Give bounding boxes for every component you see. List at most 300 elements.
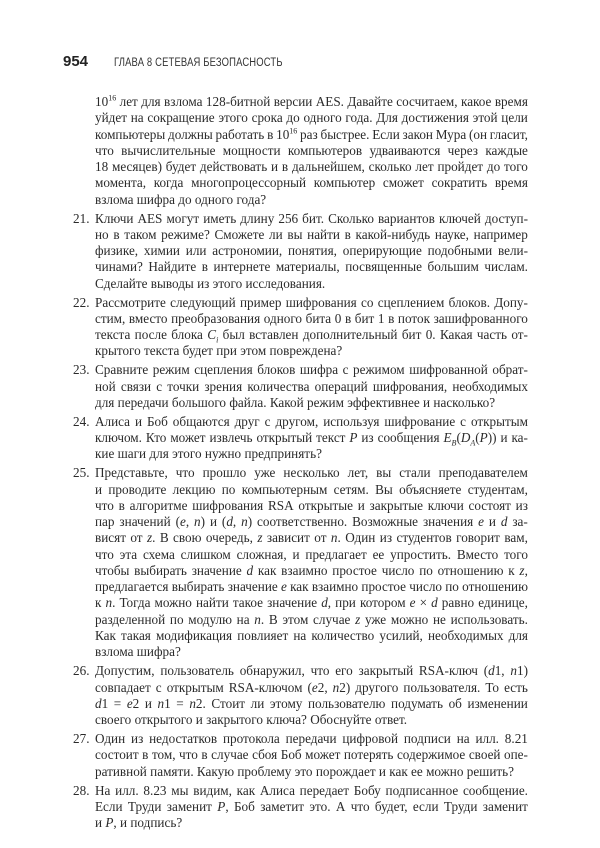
word: пример — [239, 294, 282, 310]
word: большого — [171, 394, 230, 410]
word: 128-битной — [205, 94, 271, 109]
word: от — [314, 530, 327, 546]
word: передачи — [117, 394, 172, 410]
word: RSA — [268, 497, 294, 513]
word: ключи — [427, 497, 464, 513]
word: это. — [309, 798, 331, 814]
text-line — [95, 783, 528, 799]
word: Труди — [443, 798, 478, 814]
exercise-number: 23. — [73, 362, 90, 378]
word: обнаружил, — [239, 663, 305, 679]
word: таком — [124, 226, 157, 242]
word: подпись? — [130, 815, 183, 831]
word: взлома — [95, 644, 137, 660]
word: используя — [323, 413, 380, 429]
word: об — [448, 695, 462, 711]
word: к — [95, 595, 102, 611]
word: через — [447, 142, 478, 158]
word: $C_i$ — [207, 327, 219, 345]
exercise-number: 27. — [73, 731, 90, 747]
word: режим — [152, 362, 190, 378]
word: чинами? — [95, 259, 143, 275]
word: эффективнее — [347, 394, 424, 410]
word: исследования. — [245, 275, 326, 291]
word: пользователю — [308, 695, 386, 711]
text-line — [95, 227, 528, 243]
word: до — [486, 159, 501, 174]
word: сетям. — [333, 481, 369, 497]
word: илл. — [115, 782, 139, 798]
word: в — [388, 310, 395, 326]
word: компьютерным — [241, 481, 328, 497]
word: Ключи — [95, 210, 134, 226]
word: повлияет — [237, 627, 289, 643]
word: d1 — [95, 695, 109, 711]
text-line — [95, 276, 528, 292]
word: какой-нибудь — [355, 226, 431, 242]
word: Вы — [375, 481, 393, 497]
word: сцепления — [194, 362, 253, 378]
exercise-item — [73, 414, 528, 463]
word: преподавателем — [438, 465, 528, 481]
word: мы — [171, 782, 189, 798]
text-line — [95, 612, 528, 628]
word: использовать. — [450, 611, 528, 627]
word: Давайте — [347, 94, 393, 109]
word: порождает — [315, 763, 379, 779]
word: Какой — [269, 394, 307, 410]
word: его — [335, 663, 353, 679]
word: заменит — [166, 798, 212, 814]
word: на — [130, 110, 144, 126]
word: может — [170, 430, 206, 446]
word: пользователя. — [403, 679, 481, 695]
word: зависит — [266, 530, 310, 546]
word: Мура — [435, 126, 467, 142]
word: в — [142, 747, 149, 763]
word: срока — [251, 110, 283, 126]
word: × — [419, 595, 428, 611]
word: состоят — [468, 497, 511, 513]
word: n2. — [189, 695, 206, 711]
word: в — [267, 126, 274, 142]
word: количества — [247, 378, 310, 394]
word: часть — [476, 327, 508, 343]
word: случае — [313, 611, 351, 627]
word: шифра — [299, 362, 339, 378]
word: как — [257, 562, 277, 578]
word: ли — [250, 695, 265, 711]
word: с — [264, 413, 271, 429]
word: эта — [119, 546, 138, 562]
text-line — [95, 680, 528, 696]
word: выбирать — [134, 562, 187, 578]
word: быстрее. — [320, 126, 370, 142]
text-line — [95, 395, 528, 411]
word: 8.21 — [504, 731, 528, 747]
word: и — [144, 695, 152, 711]
word: можно — [426, 763, 467, 779]
text-line — [95, 311, 528, 327]
word: шифра — [136, 191, 179, 207]
word: должны — [168, 126, 213, 142]
word: открытый — [256, 430, 313, 446]
text-line — [95, 94, 528, 110]
word: можно — [154, 595, 192, 611]
word: z — [355, 611, 361, 627]
exercise-number: 24. — [73, 413, 90, 429]
word: выводы — [150, 275, 198, 291]
word: необходимых — [427, 627, 504, 643]
word: e — [280, 579, 287, 595]
word: сообщение. — [462, 782, 528, 798]
word: какое — [461, 94, 492, 109]
word: d — [431, 595, 438, 611]
word: z — [257, 530, 263, 546]
word: можно — [390, 611, 429, 627]
word: вычислительные — [121, 142, 216, 158]
word: в — [201, 259, 208, 275]
word: e2 — [126, 695, 140, 711]
word: решить? — [466, 763, 515, 779]
word: того — [504, 546, 528, 562]
word: этому — [269, 695, 303, 711]
word: цели — [501, 110, 528, 126]
word: А — [335, 798, 346, 814]
word: могут — [166, 210, 200, 226]
text-line — [95, 563, 528, 579]
word: В — [268, 611, 278, 627]
running-header — [63, 53, 320, 70]
word: этого — [172, 446, 205, 462]
word: в — [113, 226, 120, 242]
text-line — [95, 498, 528, 514]
exercise-number: 26. — [73, 663, 90, 679]
text-line — [95, 731, 528, 747]
text-line — [95, 446, 528, 462]
word: очередь, — [205, 530, 253, 546]
word: зрения — [204, 378, 243, 394]
chapter-title: ГЛАВА 8 СЕТЕВАЯ БЕЗОПАСНОСТЬ — [114, 57, 283, 69]
word: вы — [376, 465, 392, 481]
word: мощности — [222, 142, 281, 158]
word: значение — [267, 595, 318, 611]
word: Алиса — [259, 782, 295, 798]
word: значение — [227, 579, 278, 595]
word: = — [176, 695, 184, 711]
word: Сделайте — [95, 275, 151, 291]
word: астрономии, — [212, 243, 283, 259]
text-line — [95, 530, 528, 546]
word: ее — [372, 546, 385, 562]
text-line — [95, 175, 528, 191]
word: при — [335, 595, 356, 611]
word: значения — [422, 514, 474, 530]
word: раз — [300, 126, 318, 142]
word: отношению — [437, 562, 504, 578]
text-line — [95, 663, 528, 679]
word: передает — [299, 782, 350, 798]
word: сбоя — [252, 747, 278, 763]
word: гласит, — [489, 126, 528, 142]
word: уйдет — [95, 110, 127, 126]
word: z. — [146, 530, 156, 546]
word: Найдите — [148, 259, 197, 275]
word: ее — [411, 763, 427, 779]
word: разделенной — [95, 611, 166, 627]
word: с — [342, 362, 349, 378]
word: и — [292, 546, 300, 562]
word: Обоснуйте — [310, 712, 375, 728]
word: и — [357, 497, 365, 513]
word: после — [134, 327, 167, 343]
word: открытого — [134, 712, 196, 728]
word: Один — [95, 731, 126, 747]
word: подобными — [427, 243, 493, 259]
word: вставлен — [249, 327, 299, 343]
word: как — [389, 763, 412, 779]
word: бит — [401, 327, 422, 343]
word: зашифрованного — [433, 310, 528, 326]
text-line — [95, 430, 528, 446]
word: что — [95, 546, 114, 562]
word: компьютеров — [287, 142, 363, 158]
word: вариантов — [378, 210, 435, 226]
word: ка- — [511, 430, 528, 446]
word: 8.23 — [143, 782, 167, 798]
word: Рассмотрите — [95, 294, 166, 310]
word: режиме? — [161, 226, 210, 242]
word: Какую — [196, 763, 238, 779]
word: интернете — [213, 259, 271, 275]
word: n. — [105, 595, 116, 611]
word: из — [379, 530, 393, 546]
word: из — [197, 275, 213, 291]
word: этом — [282, 611, 309, 627]
word: со — [361, 294, 374, 310]
word: студентов — [396, 530, 452, 546]
word: стали — [399, 465, 431, 481]
word: ответ. — [374, 712, 408, 728]
word: объясняете — [399, 481, 462, 497]
word: по — [445, 579, 459, 595]
word: n) — [194, 514, 206, 530]
word: будет — [182, 343, 217, 359]
word: повреждена? — [269, 343, 343, 359]
word: RSA-ключ — [418, 663, 478, 679]
word: проблему — [237, 763, 295, 779]
word: что — [175, 465, 195, 481]
word: Допу- — [494, 294, 528, 310]
word: и — [134, 413, 143, 429]
word: оперирующие — [342, 243, 422, 259]
word: и — [195, 712, 207, 728]
word: лет, — [347, 465, 369, 481]
word: уже — [364, 611, 387, 627]
word: такое — [232, 595, 263, 611]
word: режим — [306, 394, 348, 410]
word: Представьте, — [95, 465, 168, 481]
word: Кто — [145, 430, 167, 446]
text-line — [95, 362, 528, 378]
word: до — [286, 110, 300, 126]
word: длину — [240, 210, 275, 226]
word: как — [236, 782, 256, 798]
word: Боб — [233, 798, 255, 814]
word: 1 — [377, 310, 385, 326]
word: упростить. — [390, 546, 452, 562]
word: d, — [321, 595, 332, 611]
word: по — [169, 611, 184, 627]
word: Сколько — [328, 210, 374, 226]
word: алгоритме — [129, 497, 188, 513]
word: значение — [191, 562, 242, 578]
word: n. — [254, 611, 265, 627]
word: с — [155, 679, 162, 695]
word: этого — [218, 110, 248, 126]
word: P, — [105, 815, 121, 831]
word: этой — [472, 110, 498, 126]
word: своей — [468, 747, 501, 763]
word: взлома — [95, 191, 137, 207]
word: Тогда — [119, 595, 151, 611]
word: время — [494, 94, 528, 109]
word: открытые — [298, 497, 353, 513]
word: и — [271, 159, 279, 174]
word: d — [500, 514, 508, 530]
word: схема — [142, 546, 175, 562]
word: в — [344, 310, 352, 326]
word: для — [149, 446, 173, 462]
word: $E_B(D_A(P))$ — [443, 430, 497, 448]
word: проводите — [108, 481, 167, 497]
word: $10^{16}$ — [276, 126, 298, 142]
word: прошло — [202, 465, 247, 481]
word: с — [460, 413, 466, 429]
word: файла. — [229, 394, 270, 410]
word: ративной — [95, 763, 151, 779]
word: вели- — [497, 243, 528, 259]
word: сократить — [431, 175, 488, 191]
word: случае — [211, 747, 249, 763]
page-number: 954 — [63, 53, 89, 70]
word: найти — [307, 226, 340, 242]
word: для — [95, 394, 118, 410]
word: извлечь — [209, 430, 253, 446]
continued-paragraph — [73, 94, 528, 208]
word: года? — [236, 191, 267, 207]
word: этом — [240, 343, 270, 359]
word: большим — [427, 259, 479, 275]
word: заменит — [482, 798, 528, 814]
text-line — [95, 143, 528, 159]
word: предлагается — [95, 579, 169, 595]
word: Возможные — [352, 514, 419, 530]
word: z, — [519, 562, 528, 578]
word: что — [179, 747, 198, 763]
text-line — [95, 696, 528, 712]
word: может — [305, 747, 341, 763]
word: это — [294, 763, 316, 779]
word: простое — [361, 579, 407, 595]
word: шифрованной — [409, 362, 488, 378]
word: многопроцессорный — [191, 175, 307, 191]
word: RSA-ключом — [228, 679, 303, 695]
word: общаются — [172, 413, 230, 429]
word: друг — [234, 413, 260, 429]
word: шифрования — [285, 294, 357, 310]
word: На — [95, 782, 111, 798]
word: крытого — [95, 343, 145, 359]
exercise-number: 22. — [73, 294, 90, 310]
word: месяцев) — [112, 159, 162, 174]
word: содержимое — [396, 747, 466, 763]
word: к — [508, 562, 515, 578]
word: n1) — [510, 663, 528, 679]
word: на — [456, 731, 470, 747]
word: Если — [95, 798, 123, 814]
word: для — [508, 627, 528, 643]
word: одного — [194, 191, 237, 207]
exercise-item — [73, 783, 528, 832]
word: d — [246, 562, 254, 578]
word: ной — [95, 378, 116, 394]
word: режимом — [353, 362, 405, 378]
word: каждые — [485, 142, 528, 158]
word: в — [201, 747, 208, 763]
text-line — [95, 414, 528, 430]
word: при — [216, 343, 241, 359]
word: модулю — [188, 611, 232, 627]
text-line — [95, 110, 528, 126]
word: на — [293, 627, 307, 643]
word: понятия, — [287, 243, 337, 259]
word: сообщения — [377, 430, 440, 446]
word: ключей — [438, 210, 481, 226]
word: что — [350, 798, 370, 814]
text-line — [95, 547, 528, 563]
text-line — [95, 644, 528, 660]
word: предлагает — [305, 546, 367, 562]
word: из — [515, 497, 528, 513]
word: операций — [314, 378, 368, 394]
exercise-number: 25. — [73, 465, 90, 481]
word: есть — [504, 679, 528, 695]
word: висят — [95, 530, 126, 546]
word: ли — [269, 226, 283, 242]
word: такая — [120, 627, 151, 643]
word: Какая — [439, 327, 473, 343]
word: опе- — [504, 747, 528, 763]
word: своего — [95, 712, 135, 728]
word: например — [473, 226, 528, 242]
word: сокращение — [147, 110, 215, 126]
word: в — [344, 226, 351, 242]
word: 18 — [95, 159, 109, 174]
word: единице, — [478, 595, 528, 611]
word: блоков — [257, 362, 296, 378]
word: того — [504, 159, 528, 174]
word: с — [156, 378, 163, 394]
word: (d1, — [483, 663, 505, 679]
word: P — [349, 430, 358, 446]
word: говорит — [456, 530, 500, 546]
word: AES — [137, 210, 163, 226]
word: AES. — [315, 94, 344, 109]
word: P, — [217, 798, 229, 814]
word: состоит — [95, 747, 139, 763]
exercise-item — [73, 211, 528, 292]
